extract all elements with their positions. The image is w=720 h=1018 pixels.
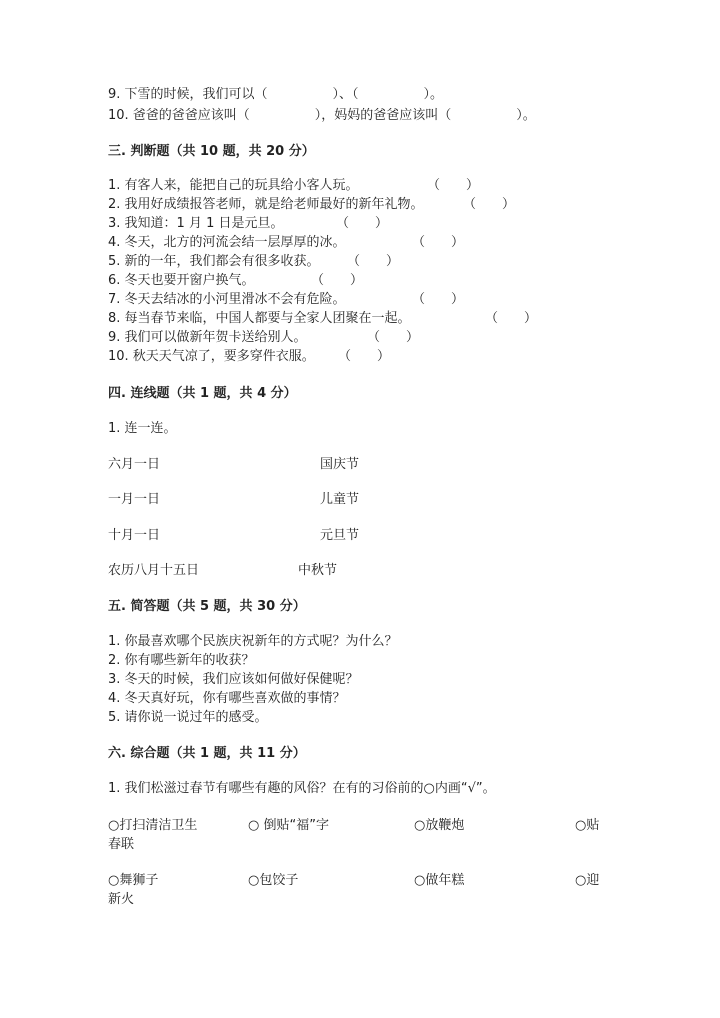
- match-left-1[interactable]: 六月一日: [108, 457, 161, 472]
- judge-blank-2[interactable]: （ ）: [463, 197, 516, 212]
- judge-item-7: 7. 冬天去结冰的小河里滑冰不会有危险。: [108, 292, 346, 307]
- section-5-title: 五. 简答题（共 5 题，共 30 分）: [108, 599, 306, 614]
- judge-item-10: 10. 秋天天气凉了，要多穿件衣服。: [108, 349, 315, 364]
- custom-option-dumpling[interactable]: ○包饺子: [248, 873, 299, 888]
- section-3-title: 三. 判断题（共 10 题，共 20 分）: [108, 144, 315, 159]
- custom-option-firecracker[interactable]: ○放鞭炮: [414, 818, 465, 833]
- custom-option-fire[interactable]: ○迎: [575, 873, 600, 888]
- judge-blank-7[interactable]: （ ）: [412, 292, 465, 307]
- custom-question: 1. 我们松滋过春节有哪些有趣的风俗？在有的习俗前的○内画“√”。: [108, 781, 496, 796]
- short-answer-2: 2. 你有哪些新年的收获？: [108, 653, 255, 668]
- short-answer-5: 5. 请你说一说过年的感受。: [108, 710, 268, 725]
- match-left-3[interactable]: 十月一日: [108, 528, 161, 543]
- match-left-2[interactable]: 一月一日: [108, 492, 161, 507]
- judge-blank-4[interactable]: （ ）: [412, 235, 465, 250]
- custom-option-couplets-wrap: 春联: [108, 837, 135, 852]
- custom-option-lion[interactable]: ○舞狮子: [108, 873, 159, 888]
- judge-item-6: 6. 冬天也要开窗户换气。: [108, 273, 255, 288]
- judge-item-5: 5. 新的一年，我们都会有很多收获。: [108, 254, 320, 269]
- short-answer-1: 1. 你最喜欢哪个民族庆祝新年的方式呢？为什么？: [108, 634, 398, 649]
- judge-blank-3[interactable]: （ ）: [336, 216, 389, 231]
- judge-item-4: 4. 冬天，北方的河流会结一层厚厚的冰。: [108, 235, 346, 250]
- short-answer-3: 3. 冬天的时候，我们应该如何做好保健呢？: [108, 672, 359, 687]
- custom-option-fu[interactable]: ○ 倒贴“福”字: [248, 818, 329, 833]
- judge-blank-10[interactable]: （ ）: [338, 349, 391, 364]
- judge-blank-1[interactable]: （ ）: [427, 178, 480, 193]
- judge-item-9: 9. 我们可以做新年贺卡送给别人。: [108, 330, 307, 345]
- match-question: 1. 连一连。: [108, 421, 177, 436]
- custom-option-clean[interactable]: ○打扫清洁卫生: [108, 818, 198, 833]
- match-right-1[interactable]: 国庆节: [320, 457, 360, 472]
- question-9: 9. 下雪的时候，我们可以（ ）、（ ）。: [108, 87, 444, 102]
- match-right-2[interactable]: 儿童节: [320, 492, 360, 507]
- short-answer-4: 4. 冬天真好玩，你有哪些喜欢做的事情？: [108, 691, 346, 706]
- custom-option-fire-wrap: 新火: [108, 892, 135, 907]
- custom-option-niangao[interactable]: ○做年糕: [414, 873, 465, 888]
- section-4-title: 四. 连线题（共 1 题，共 4 分）: [108, 386, 297, 401]
- judge-blank-6[interactable]: （ ）: [311, 273, 364, 288]
- judge-item-2: 2. 我用好成绩报答老师，就是给老师最好的新年礼物。: [108, 197, 424, 212]
- custom-option-couplets[interactable]: ○贴: [575, 818, 600, 833]
- judge-item-8: 8. 每当春节来临，中国人都要与全家人团聚在一起。: [108, 311, 411, 326]
- section-6-title: 六. 综合题（共 1 题，共 11 分）: [108, 746, 306, 761]
- match-left-4[interactable]: 农历八月十五日: [108, 563, 200, 578]
- judge-blank-9[interactable]: （ ）: [367, 330, 420, 345]
- match-right-4[interactable]: 中秋节: [298, 563, 338, 578]
- judge-blank-8[interactable]: （ ）: [485, 311, 538, 326]
- judge-item-1: 1. 有客人来，能把自己的玩具给小客人玩。: [108, 178, 359, 193]
- judge-blank-5[interactable]: （ ）: [347, 254, 400, 269]
- question-10: 10. 爸爸的爸爸应该叫（ ），妈妈的爸爸应该叫（ ）。: [108, 108, 536, 123]
- match-right-3[interactable]: 元旦节: [320, 528, 360, 543]
- judge-item-3: 3. 我知道：1 月 1 日是元旦。: [108, 216, 284, 231]
